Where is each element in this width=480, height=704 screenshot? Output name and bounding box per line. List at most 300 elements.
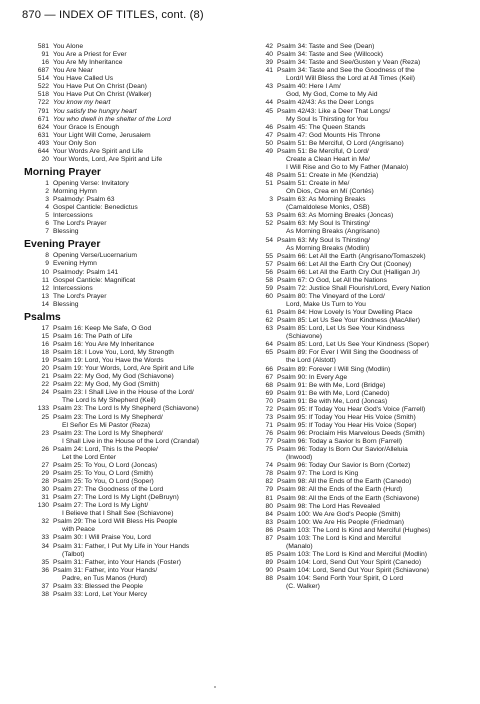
entry-title: Psalm 40: Here I Am/: [277, 83, 341, 91]
entry-title: Psalm 98: All the Ends of the Earth (Schiavone): [277, 494, 420, 502]
index-entry: [32, 140, 244, 148]
index-entry: [32, 414, 244, 422]
entry-title: Psalm 98: The Lord Has Revealed: [277, 502, 381, 510]
entry-number: 73: [265, 413, 273, 421]
index-entry: [258, 180, 470, 188]
index-entry: [32, 494, 244, 502]
entry-number: [258, 91, 277, 99]
entry-number: 21: [41, 373, 49, 381]
entry-title: Psalm 47: God Mounts His Throne: [277, 131, 381, 139]
index-entry: [258, 551, 470, 559]
entry-title: Gospel Canticle: Benedictus: [53, 204, 138, 212]
entry-number: [258, 156, 277, 164]
entry-number: 64: [265, 341, 273, 349]
index-entry: [258, 148, 470, 156]
index-entry: [258, 196, 470, 204]
index-entry: [32, 430, 244, 438]
index-entry: [258, 99, 470, 107]
index-entry: [258, 172, 470, 180]
index-entry: [258, 132, 470, 140]
index-entry: [258, 108, 470, 116]
entry-number: [32, 510, 53, 518]
index-entry: [258, 503, 470, 511]
entry-title: You Are My Inheritance: [53, 59, 123, 67]
entry-number: 33: [41, 534, 49, 542]
index-entry: [258, 535, 470, 543]
entry-number: 16: [41, 59, 49, 67]
entry-title: Psalm 90: In Every Age: [277, 373, 348, 381]
index-entry: [258, 341, 470, 349]
entry-number: 31: [41, 494, 49, 502]
index-entry: [258, 220, 470, 228]
entry-title: Psalm 84: How Lovely Is Your Dwelling Place: [277, 309, 413, 317]
entry-title: Psalm 51: Be Merciful, O Lord (Angrisano): [277, 139, 404, 147]
entry-number: 74: [265, 462, 273, 470]
entry-title: Psalm 27: The Lord Is My Light/: [53, 502, 149, 510]
entry-title: Intercessions: [53, 284, 93, 292]
entry-title: God, My God, Come to My Aid: [286, 91, 378, 99]
entry-title: Morning Hymn: [53, 188, 97, 195]
entry-title: Psalm 29: The Lord Will Bless His People: [53, 518, 178, 526]
entry-number: [258, 188, 277, 196]
entry-title: Psalm 25: To You, O Lord (Soper): [53, 478, 154, 485]
entry-title: The Lord Is My Shepherd (Keil): [62, 397, 156, 405]
index-entry: [32, 389, 244, 397]
index-entry: [258, 398, 470, 406]
index-entry-continuation: [258, 204, 470, 212]
entry-number: 671: [37, 115, 49, 123]
index-entry: [32, 405, 244, 413]
index-entry: [258, 293, 470, 301]
entry-title: Padre, en Tus Manos (Hurd): [62, 574, 148, 582]
entry-number: [258, 357, 277, 365]
entry-title: My Soul Is Thirsting for You: [286, 115, 369, 123]
index-entry: [258, 253, 470, 261]
entry-number: 522: [37, 83, 49, 91]
entry-title: Psalm 31: Father, into Your Hands (Foster): [53, 558, 181, 566]
entry-number: 3: [269, 196, 273, 204]
entry-title: Psalm 23: The Lord Is My Shepherd/: [53, 429, 163, 437]
entry-title: Psalm 51: Be Merciful, O Lord/: [277, 147, 369, 155]
entry-number: 49: [265, 147, 273, 155]
index-entry: [32, 156, 244, 164]
entry-title: You Are Near: [53, 67, 93, 75]
index-entry: [32, 132, 244, 140]
index-entry: [32, 277, 244, 285]
entry-number: 41: [265, 67, 273, 75]
index-entry-continuation: [32, 510, 244, 518]
entry-title: Opening Verse: Invitatory: [53, 179, 129, 187]
entry-title: You satisfy the hungry heart: [53, 107, 137, 115]
entry-title: I Shall Live in the House of the Lord (Crandal): [62, 437, 199, 445]
entry-title: Psalm 89: For Ever I Will Sing the Goodness of: [277, 349, 419, 357]
entry-number: 23: [41, 429, 49, 437]
entry-title: (Talbot): [62, 550, 85, 558]
index-entry: [258, 390, 470, 398]
index-entry: [32, 212, 244, 220]
index-entry: [32, 116, 244, 124]
index-entry: [32, 252, 244, 260]
index-entry: [258, 261, 470, 269]
entry-number: 34: [41, 542, 49, 550]
entry-title: The Lord's Prayer: [53, 292, 107, 300]
entry-title: Blessing: [53, 228, 79, 236]
index-entry: [258, 309, 470, 317]
entry-title: Psalm 89: Forever I Will Sing (Modlin): [277, 365, 391, 373]
entry-title: Psalm 25: To You, O Lord (Smith): [53, 469, 154, 477]
entry-title: Psalm 51: Create in Me (Kendzia): [277, 172, 379, 179]
entry-number: 57: [265, 260, 273, 268]
index-entry: [258, 374, 470, 382]
entry-title: Psalm 66: Let All the Earth Cry Out (Halligan Jr): [277, 268, 420, 276]
index-entry: [258, 43, 470, 51]
entry-number: 7: [45, 228, 49, 236]
entry-title: Psalm 104: Lord, Send Out Your Spirit (Schiavone): [277, 567, 429, 575]
index-entry: [32, 333, 244, 341]
entry-number: 30: [41, 486, 49, 494]
index-entry: [258, 382, 470, 390]
index-entry: [32, 108, 244, 116]
entry-number: 8: [45, 252, 49, 260]
index-entry: [258, 495, 470, 503]
entry-number: 35: [41, 558, 49, 566]
entry-title: Psalm 97: The Lord Is King: [277, 470, 359, 478]
entry-title: Psalm 22: My God, My God (Schiavone): [53, 373, 174, 381]
entry-title: Your Words Are Spirit and Life: [53, 147, 144, 155]
index-entry: [258, 83, 470, 91]
entry-title: Psalm 34: Taste and See (Dean): [277, 43, 375, 50]
index-entry: [258, 349, 470, 357]
entry-title: Psalm 98: All the Ends of the Earth (Hurd): [277, 486, 403, 494]
entry-title: Psalm 31: Father, I Put My Life in Your Hands: [53, 542, 190, 550]
entry-title: Psalm 85: Lord, Let Us See Your Kindness (Soper): [277, 341, 429, 349]
entry-title: Psalm 63: As Morning Breaks: [277, 196, 366, 204]
entry-title: Lord, Make Us Turn to You: [286, 301, 366, 308]
entry-number: 3: [45, 196, 49, 204]
index-entry: [258, 237, 470, 245]
page-mark: [214, 686, 216, 688]
entry-title: Psalm 66: Let All the Earth Cry Out (Cooney): [277, 260, 412, 268]
entry-title: Psalm 96: Today Our Savior Is Born (Cortez): [277, 462, 411, 470]
index-entry: [258, 366, 470, 374]
entry-title: Psalm 63: My Soul Is Thirsting/: [277, 220, 370, 228]
section-heading-psalms: Psalms: [24, 310, 61, 323]
entry-number: 86: [265, 526, 273, 534]
entry-title: You Have Put On Christ (Walker): [53, 91, 152, 99]
index-entry-continuation: [258, 357, 470, 365]
right-column: [258, 43, 470, 591]
entry-title: Psalm 95: If Today You Hear His Voice (Soper): [277, 421, 417, 429]
entry-number: 69: [265, 389, 273, 397]
index-entry: [32, 325, 244, 333]
index-entry: [258, 559, 470, 567]
index-entry: [32, 591, 244, 599]
entry-number: 78: [265, 470, 273, 478]
index-entry: [32, 446, 244, 454]
entry-number: 14: [41, 300, 49, 308]
index-entry-continuation: [258, 301, 470, 309]
index-entry: [258, 438, 470, 446]
entry-number: 36: [41, 566, 49, 574]
entry-title: Create a Clean Heart in Me/: [286, 155, 371, 163]
index-entry: [32, 559, 244, 567]
entry-number: 67: [265, 373, 273, 381]
index-entry: [32, 204, 244, 212]
index-entry: [258, 212, 470, 220]
index-entry: [258, 486, 470, 494]
entry-title: Psalm 100: We Are God's People (Smith): [277, 510, 401, 518]
entry-number: 66: [265, 365, 273, 373]
index-entry-continuation: [258, 333, 470, 341]
index-entry-continuation: [32, 422, 244, 430]
entry-number: 75: [265, 446, 273, 454]
index-entry: [32, 583, 244, 591]
section-heading-evening-prayer: Evening Prayer: [24, 238, 101, 251]
entry-title: Psalm 63: As Morning Breaks (Joncas): [277, 212, 394, 220]
entry-title: Psalm 104: Send Forth Your Spirit, O Lord: [277, 575, 404, 583]
entry-number: 6: [45, 220, 49, 228]
entry-title: As Morning Breaks (Angrisano): [286, 228, 380, 236]
index-entry: [32, 91, 244, 99]
index-entry: [32, 228, 244, 236]
index-entry: [258, 51, 470, 59]
entry-number: 624: [37, 123, 49, 131]
entry-title: Psalm 23: I Shall Live in the House of the Lord/: [53, 389, 194, 397]
entry-title: (Inwood): [286, 454, 313, 462]
entry-number: 50: [265, 139, 273, 147]
index-entry: [258, 277, 470, 285]
index-entry: [32, 349, 244, 357]
page-header: 870 — INDEX OF TITLES, cont. (8): [22, 9, 204, 21]
index-entry: [32, 51, 244, 59]
entry-title: Psalm 42/43: Like a Deer That Longs/: [277, 107, 391, 115]
index-entry: [32, 462, 244, 470]
entry-title: Lord/I Will Bless the Lord at All Times (Keil): [286, 75, 416, 83]
index-entry: [258, 317, 470, 325]
left-column: [24, 43, 244, 599]
index-entry: [258, 59, 470, 67]
entry-number: 22: [41, 381, 49, 389]
index-entry: [32, 293, 244, 301]
index-entry: [258, 511, 470, 519]
entry-title: with Peace: [62, 526, 96, 534]
entry-title: As Morning Breaks (Modlin): [286, 244, 370, 252]
index-entry-continuation: [32, 454, 244, 462]
index-entry: [32, 188, 244, 196]
entry-number: [258, 543, 277, 551]
entry-number: 26: [41, 445, 49, 453]
index-entry: [32, 43, 244, 51]
index-entry-continuation: [32, 575, 244, 583]
entry-number: [258, 245, 277, 253]
index-entry: [258, 478, 470, 486]
entry-title: I Believe that I Shall See (Schiavone): [62, 510, 174, 518]
entry-title: Psalm 33: Blessed the People: [53, 582, 144, 590]
index-entry-continuation: [258, 156, 470, 164]
psalms-list-continued: [258, 43, 470, 591]
entry-number: 82: [265, 478, 273, 486]
entry-number: 54: [265, 236, 273, 244]
index-entry: [258, 325, 470, 333]
index-entry: [32, 220, 244, 228]
entry-number: 85: [265, 550, 273, 558]
index-entry: [258, 285, 470, 293]
index-entry: [32, 502, 244, 510]
entry-number: [258, 204, 277, 212]
entry-number: 61: [265, 309, 273, 317]
entry-number: 38: [41, 590, 49, 598]
entry-title: Psalm 103: The Lord Is Kind and Merciful (Modlin): [277, 550, 427, 558]
entry-number: 13: [41, 292, 49, 300]
entry-number: 52: [265, 220, 273, 228]
index-entry-continuation: [32, 397, 244, 405]
entry-title: (Camaldolese Monks, OSB): [286, 204, 370, 212]
entry-number: [32, 551, 53, 559]
entry-title: Psalmody: Psalm 63: [53, 196, 115, 204]
index-entry: [32, 196, 244, 204]
entry-number: 90: [265, 567, 273, 575]
entry-number: 12: [41, 284, 49, 292]
index-entry: [258, 462, 470, 470]
index-entry: [32, 365, 244, 373]
index-entry: [32, 148, 244, 156]
entry-title: Psalm 34: Taste and See/Gusten y Vean (Reza): [277, 59, 421, 67]
index-entry: [32, 534, 244, 542]
entry-title: Psalm 24: Lord, This Is the People/: [53, 445, 158, 453]
index-entry: [258, 446, 470, 454]
entry-title: Psalm 85: Lord, Let Us See Your Kindness: [277, 325, 405, 333]
section-heading-morning-prayer: Morning Prayer: [24, 165, 102, 178]
entry-title: (Schiavone): [286, 333, 323, 341]
entry-number: 81: [265, 494, 273, 502]
entry-title: Psalm 80: The Vineyard of the Lord/: [277, 292, 385, 300]
entry-title: Opening Verse/Lucernarium: [53, 252, 138, 260]
index-entry-continuation: [258, 228, 470, 236]
entry-number: 722: [37, 99, 49, 107]
entry-title: Psalm 45: The Queen Stands: [277, 123, 366, 131]
entry-number: 493: [37, 139, 49, 147]
entry-number: 48: [265, 172, 273, 179]
entry-title: Psalm 95: If Today You Hear His Voice (Smith): [277, 413, 416, 421]
index-entry: [32, 260, 244, 268]
entry-title: Your Grace Is Enough: [53, 123, 120, 131]
entry-number: 2: [45, 188, 49, 195]
entry-number: [258, 228, 277, 236]
entry-title: Psalm 19: Your Words, Lord, Are Spirit and Life: [53, 365, 194, 373]
entry-title: Psalm 100: We Are His People (Friedman): [277, 518, 405, 526]
entry-title: Evening Hymn: [53, 260, 97, 268]
entry-number: 29: [41, 469, 49, 477]
entry-title: You Have Put On Christ (Dean): [53, 83, 147, 91]
index-entry-continuation: [258, 116, 470, 124]
entry-number: 79: [265, 486, 273, 494]
entry-title: Psalm 103: The Lord Is Kind and Merciful (Hughes): [277, 526, 431, 534]
entry-title: Psalm 42/43: As the Deer Longs: [277, 99, 374, 107]
entry-title: Psalm 16: Keep Me Safe, O God: [53, 324, 152, 332]
index-entry: [258, 519, 470, 527]
entry-number: 39: [265, 59, 273, 67]
index-entry-continuation: [258, 188, 470, 196]
entry-title: (Manalo): [286, 542, 313, 550]
entry-title: Gospel Canticle: Magnificat: [53, 276, 136, 284]
entry-number: 46: [265, 123, 273, 131]
entry-number: 71: [265, 421, 273, 429]
entry-number: 581: [37, 43, 49, 50]
entry-title: Psalm 104: Lord, Send Out Your Spirit (Canedo): [277, 559, 422, 566]
entry-title: El Señor Es Mi Pastor (Reza): [62, 421, 151, 429]
entry-number: 70: [265, 397, 273, 405]
psalms-list: [32, 325, 244, 599]
entry-number: [258, 116, 277, 124]
entry-title: You Are a Priest for Ever: [53, 51, 127, 59]
entry-number: 72: [265, 405, 273, 413]
entry-number: [32, 526, 53, 534]
entry-title: Intercessions: [53, 212, 93, 220]
entry-title: The Lord's Prayer: [53, 220, 107, 228]
index-entry-continuation: [258, 454, 470, 462]
index-entry: [32, 285, 244, 293]
index-entry: [32, 269, 244, 277]
entry-title: You know my heart: [53, 99, 111, 107]
entry-number: 514: [37, 75, 49, 83]
entry-title: You Have Called Us: [53, 75, 114, 83]
entry-number: 42: [265, 43, 273, 50]
entry-number: 63: [265, 325, 273, 333]
entry-number: 17: [41, 324, 49, 332]
entry-number: 4: [45, 204, 49, 212]
entry-title: Psalm 95: If Today You Hear God's Voice (Farrell): [277, 405, 426, 413]
entry-number: 43: [265, 83, 273, 91]
index-entry: [32, 75, 244, 83]
index-entry: [32, 59, 244, 67]
entry-title: You who dwell in the shelter of the Lord: [53, 115, 171, 123]
entry-number: 60: [265, 292, 273, 300]
entry-title: Psalm 51: Create in Me/: [277, 180, 350, 188]
index-entry: [32, 357, 244, 365]
entry-number: 59: [265, 284, 273, 292]
entry-title: Psalm 33: Lord, Let Your Mercy: [53, 590, 148, 598]
entry-title: Blessing: [53, 300, 79, 308]
entry-title: Psalm 18: I Love You, Lord, My Strength: [53, 349, 174, 356]
entry-title: Psalm 67: O God, Let All the Nations: [277, 276, 387, 284]
entry-number: 55: [265, 252, 273, 260]
entry-number: 1: [45, 179, 49, 187]
entry-number: 16: [41, 340, 49, 348]
index-entry: [32, 518, 244, 526]
entry-title: Psalm 103: The Lord Is Kind and Merciful: [277, 534, 401, 542]
entry-number: 62: [265, 317, 273, 325]
index-entry-continuation: [32, 438, 244, 446]
index-entry: [258, 406, 470, 414]
entry-title: Psalm 91: Be with Me, Lord (Canedo): [277, 389, 390, 397]
index-entry: [258, 414, 470, 422]
entry-title: the Lord (Alstott): [286, 357, 336, 365]
entry-title: Psalm 27: The Lord Is My Light (DeBruyn): [53, 494, 179, 502]
entry-number: 58: [265, 276, 273, 284]
entry-title: (C. Walker): [286, 583, 320, 591]
entry-title: Psalm 98: All the Ends of the Earth (Canedo): [277, 478, 412, 486]
index-entry: [32, 486, 244, 494]
entry-title: Psalm 19: Lord, You Have the Words: [53, 357, 164, 365]
entry-title: Let the Lord Enter: [62, 453, 117, 461]
entry-title: Psalm 91: Be with Me, Lord (Bridge): [277, 381, 386, 389]
index-entry: [258, 430, 470, 438]
index-entry: [32, 381, 244, 389]
entry-number: 20: [41, 155, 49, 163]
entry-number: 84: [265, 510, 273, 518]
entry-number: 40: [265, 51, 273, 59]
entry-number: 44: [265, 99, 273, 107]
